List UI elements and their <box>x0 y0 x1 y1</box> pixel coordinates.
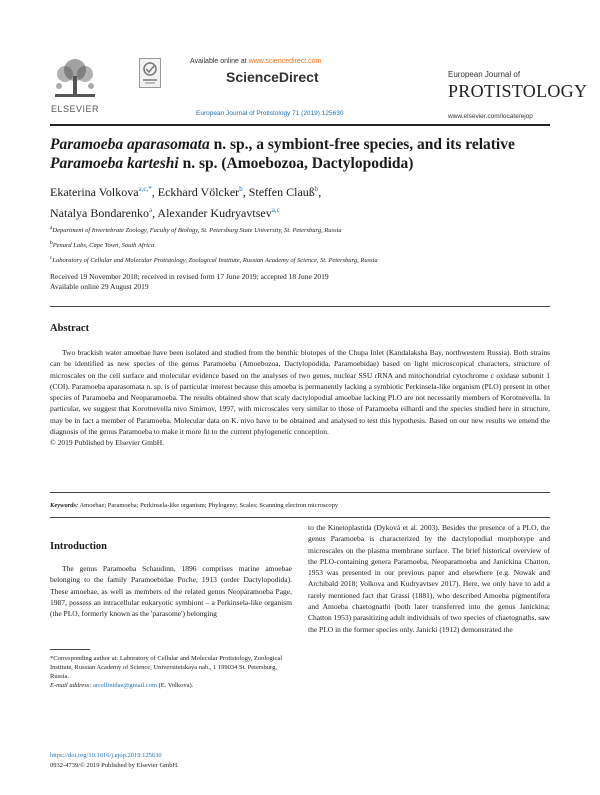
affiliation-item: $^b$Penard Labs, Cape Town, South Africa <box>50 240 155 250</box>
author-affiliation-marker[interactable]: b <box>314 185 319 193</box>
journal-url[interactable]: www.elsevier.com/locate/ejop <box>448 113 533 120</box>
author-affiliation-marker[interactable]: b <box>239 185 243 193</box>
abstract-text: Two brackish water amoebae have been isolated and studied from the benthic biotopes of the Chupa Inlet (Kandalaksha Bay, northwestern Russia). Both strains can be identified as new species of the genus Paramoeba (Amoebozoa, Dactylopodida, Paramoebidae) based on light microscopical characters, structure of microscales on the cell surface and molecular evidence based on the analyses of two genes, nuclear SSU rRNA and mitochondrial cytochrome c oxidase subunit 1 (COI). Paramoeba aparasomata n. sp. is of particular interest because this amoeba is permanently lacking a symbiotic Perkinsela-like organism (PLO) present in other species of Paramoeba and Neoparamoeba. The results obtained show that scaly dactylopodial amoebae lacking PLO are not necessarily members of Korotnevella. In particular, we suggest that Korotnevella nivo Smirnov, 1997, with microscales very similar to those of Paramoeba eilhardi and the species studied here in structure, may be in fact a member of Paramoeba. Molecular data on K. nivo have to be obtained and analysed to test this hypothesis. Based on our new results we emend the diagnosis of the genus Paramoeba to make it more fit to the current phylogenetic conception. <box>50 348 550 437</box>
intro-column-left: The genus Paramoeba Schaudinn, 1896 comprises marine amoebae belonging to the family Paramoebidae Poche, 1913 (order Dactylopodida). These amoebae, as well as members of the related genus Neoparamoeba Page, 1987, possess an intracellular eukaryotic symbiont – a Perkinsela-like organism (the PLO, formerly known as the 'parasome') belonging <box>50 564 292 619</box>
platform-name: ScienceDirect <box>226 69 319 85</box>
author-affiliation-marker[interactable]: a <box>148 206 153 214</box>
sciencedirect-link[interactable]: www.sciencedirect.com <box>248 58 322 65</box>
abstract-copyright: © 2019 Published by Elsevier GmbH. <box>50 438 165 448</box>
elsevier-tree-logo <box>49 56 101 102</box>
divider <box>50 306 550 307</box>
email-link[interactable]: arcellinidae@gmail.com <box>93 682 158 689</box>
doi-link[interactable]: https://doi.org/10.1016/j.ejop.2019.125630 <box>50 752 162 759</box>
author-name[interactable]: Steffen Clauß <box>248 185 315 199</box>
header-rule <box>50 124 550 126</box>
article-dates <box>50 272 550 292</box>
introduction-heading: Introduction <box>50 541 107 552</box>
article-title <box>50 135 550 173</box>
divider <box>50 492 550 493</box>
page-footer <box>50 751 310 771</box>
author-list: Ekaterina Volkova$^{a,c,*}$, Eckhard Völcker$^b$, Steffen Clauß$^b$, Natalya Bondarenko$^a$, Alexander Kudryavtsev$^{a,c}$ <box>50 185 322 220</box>
author-affiliation-marker[interactable]: a,c,* <box>138 185 152 193</box>
corresponding-author-note: *Corresponding author at: Laboratory of Cellular and Molecular Protistology, Zoological Institute, Russian Academy of Science, Universitetskaya nab., 1 199034 St. Petersburg, Russia. <box>50 655 283 680</box>
author-name[interactable]: Natalya Bondarenko <box>50 206 149 220</box>
affiliation-item: $^a$Department of Invertebrate Zoology, Faculty of Biology, St. Petersburg State University, St. Petersburg, Russia <box>50 225 342 235</box>
divider <box>50 517 550 518</box>
available-date: Available online 29 August 2019 <box>50 282 149 291</box>
journal-name-big: PROTISTOLOGY <box>448 81 588 101</box>
title-species-1: Paramoeba aparasomata <box>50 136 210 153</box>
abstract-body <box>50 347 550 449</box>
check-for-updates-badge[interactable] <box>139 58 161 88</box>
journal-reference[interactable]: European Journal of Protistology 71 (2019) 125630 <box>196 110 344 117</box>
check-updates-icon <box>140 59 160 87</box>
publisher-logo-label: ELSEVIER <box>50 104 100 114</box>
journal-name-small: European Journal of <box>448 70 521 79</box>
available-online-prefix: Available online at <box>190 58 249 65</box>
keywords-text: Amoebae; Paramoeba; Perkinsela-like organism; Phylogeny; Scales; Scanning electron microscopy <box>79 502 339 509</box>
affiliations <box>50 222 550 267</box>
affiliation-item: $^c$Laboratory of Cellular and Molecular Protistology, Zoological Institute, Russian Academy of Science, St. Petersburg, Russia <box>50 255 378 265</box>
title-species-2: Paramoeba karteshi <box>50 155 179 172</box>
email-line: E-mail address: arcellinidae@gmail.com (E. Volkova). <box>50 682 194 689</box>
intro-column-right: to the Kinetoplastida (Dyková et al. 2003). Besides the presence of a PLO, the genus Paramoeba is characterized by the dactylopodial morphotype and microscales on the plasma membrane surface. The brief historical overview of the PLO-containing genera Paramoeba, Neoparamoeba and Janickina Chatton, 1953 was presented in our previous paper and elsewhere (e.g. Nowak and Archibald 2018; Volkova and Kudryavtsev 2017). Here, we only have to add a rarely mentioned fact that Grassi (1881), who described Amoeba pigmentifera and Amoeba chaetognathi (both later transferred into the genus Janickina; Chatton 1953) parasitizing adult individuals of two species of chaetognaths, saw the PLO in the former species only. Janicki (1912) demonstrated the <box>308 523 550 634</box>
author-name[interactable]: Alexander Kudryavtsev <box>157 206 272 220</box>
issn-line: 0932-4739/© 2019 Published by Elsevier GmbH. <box>50 762 179 769</box>
corresponding-footnote <box>50 654 292 690</box>
footnote-rule <box>50 649 90 650</box>
available-online-line <box>190 58 321 65</box>
title-rest-2: n. sp. (Amoebozoa, Dactylopodida) <box>178 155 414 172</box>
keywords-label: Keywords: <box>50 502 79 509</box>
author-name[interactable]: Eckhard Völcker <box>157 185 240 199</box>
author-affiliation-marker[interactable]: a,c <box>271 206 280 214</box>
received-dates: Received 19 November 2018; received in revised form 17 June 2019; accepted 18 June 2019 <box>50 272 329 281</box>
keywords <box>50 502 550 509</box>
abstract-heading: Abstract <box>50 323 90 334</box>
title-rest-1: n. sp., a symbiont-free species, and its relative <box>209 136 515 153</box>
author-name[interactable]: Ekaterina Volkova <box>50 185 139 199</box>
